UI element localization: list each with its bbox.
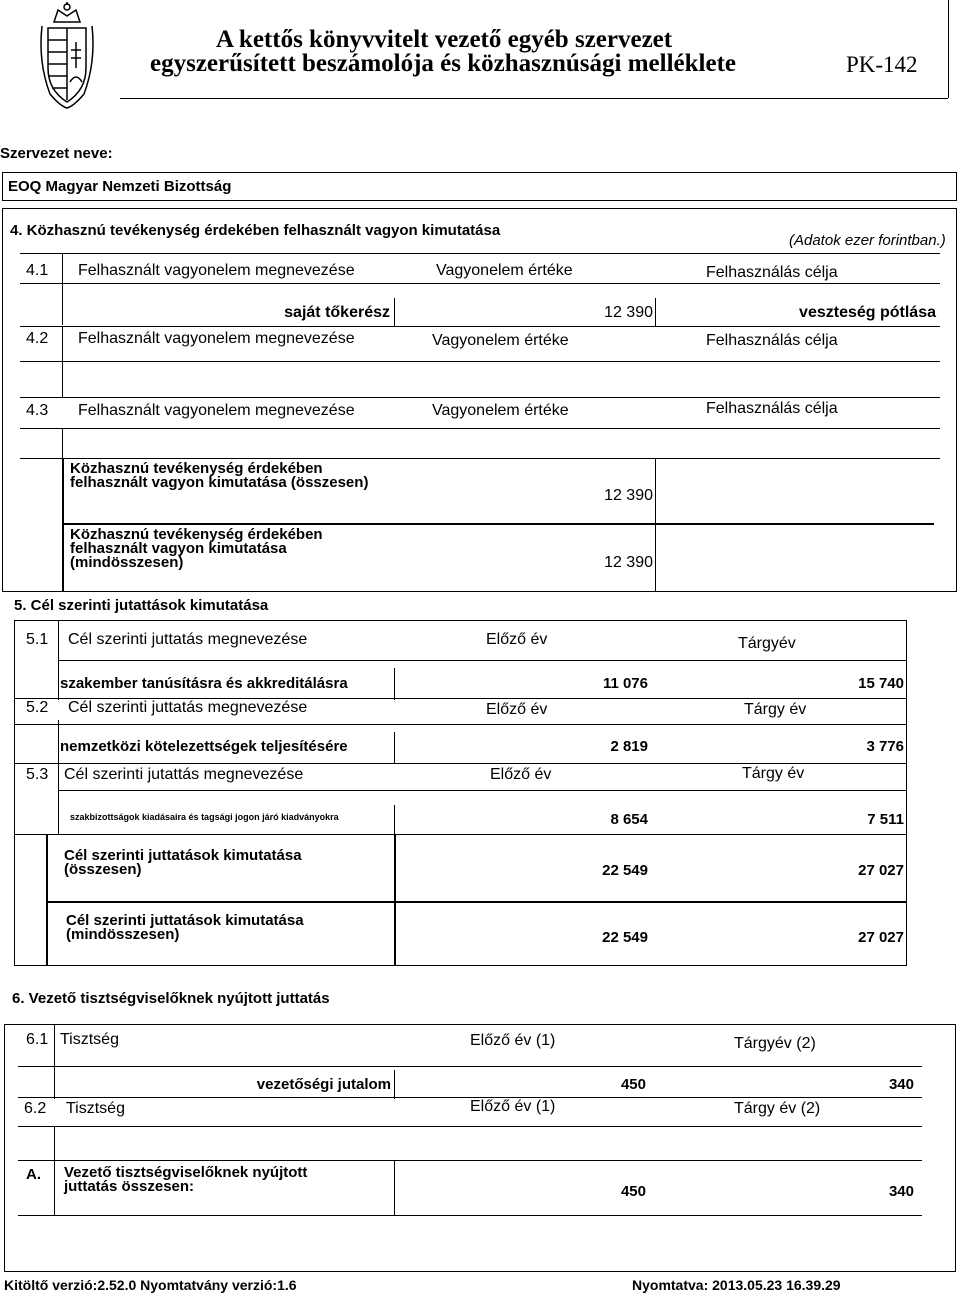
row-5-2-col-curr: Tárgy év xyxy=(744,701,807,718)
section6-total-curr: 340 xyxy=(888,1183,914,1200)
row-4-2-col-value: Vagyonelem értéke xyxy=(432,332,569,349)
row-4-1-col-purpose: Felhasználás célja xyxy=(706,264,838,281)
footer-versions: Kitöltő verzió:2.52.0 Nyomtatvány verzió:1.6 xyxy=(4,1277,297,1293)
row-5-3-col-name: Cél szerinti jutattás megnevezése xyxy=(64,766,304,783)
benefit-5-3-prev: 8 654 xyxy=(610,811,648,828)
row-4-3-col-purpose: Felhasználás célja xyxy=(706,400,838,417)
row-5-1-mid-rule xyxy=(58,660,907,661)
section6-title: 6. Vezető tisztségviselőknek nyújtott juttatás xyxy=(12,990,330,1007)
benefit-5-2-name: nemzetközi kötelezettségek teljesítésére xyxy=(60,738,348,755)
section4-total-left-rule xyxy=(62,458,64,524)
section5-grand-total-prev: 22 549 xyxy=(602,929,648,946)
row-5-1-col-name: Cél szerinti juttatás megnevezése xyxy=(68,631,308,648)
benefit-5-1-curr: 15 740 xyxy=(858,675,904,692)
row-5-3-col-prev: Előző év xyxy=(490,766,552,783)
row-5-1-col-prev: Előző év xyxy=(486,631,548,648)
unit-note: (Adatok ezer forintban.) xyxy=(789,232,946,249)
row-6-2-col-curr: Tárgy év (2) xyxy=(734,1100,821,1117)
section4-grand-value-rule xyxy=(655,524,656,592)
row-4-3-left-rule xyxy=(62,428,63,458)
row-5-1-col-curr: Tárgyév xyxy=(738,635,796,652)
row-5-2-bottom-rule xyxy=(14,763,907,764)
row-4-3-number: 4.3 xyxy=(26,402,49,419)
section5-total-left-rule xyxy=(46,834,48,902)
row-5-2-number: 5.2 xyxy=(26,699,49,716)
org-label: Szervezet neve: xyxy=(0,145,113,162)
row-4-2-col-name: Felhasznált vagyonelem megnevezése xyxy=(78,330,355,347)
row-6-2-left-rule xyxy=(54,1126,55,1160)
row-5-1-value-rule xyxy=(394,668,395,700)
section5-total-curr: 27 027 xyxy=(858,862,904,879)
form-title-line2: egyszerűsített beszámolója és közhasznúsági melléklete xyxy=(150,50,736,77)
benefit-5-3-curr: 7 511 xyxy=(867,811,904,828)
row-4-1-top-rule xyxy=(20,253,940,254)
asset-name-cell: saját tőkerész xyxy=(284,304,390,321)
row-6-2-number: 6.2 xyxy=(24,1100,47,1117)
row-5-2-col-prev: Előző év xyxy=(486,701,548,718)
form-code: PK-142 xyxy=(846,52,918,77)
section4-total-value-rule xyxy=(655,458,656,524)
row-5-3-value-rule xyxy=(394,805,395,835)
row-6-1-number: 6.1 xyxy=(26,1031,49,1048)
section6-total-value-rule xyxy=(394,1160,395,1216)
row-4-2-col-purpose: Felhasználás célja xyxy=(706,332,838,349)
row-4-3-col-name: Felhasznált vagyonelem megnevezése xyxy=(78,402,355,419)
officer-6-1-position: vezetőségi jutalom xyxy=(256,1076,391,1093)
row-4-3-mid-rule xyxy=(20,428,940,429)
row-4-3-col-value: Vagyonelem értéke xyxy=(432,402,569,419)
footer-printed: Nyomtatva: 2013.05.23 16.39.29 xyxy=(632,1277,841,1293)
section4-grand-total-label: Közhasznú tevékenység érdekében felhasznált vagyon kimutatása (mindösszesen) xyxy=(70,526,323,571)
row-4-2-mid-rule xyxy=(20,361,940,362)
row-6-2-bottom-rule xyxy=(18,1160,922,1161)
section4-total-value: 12 390 xyxy=(604,487,653,504)
section6-total-left-rule xyxy=(54,1160,55,1216)
row-5-3-number: 5.3 xyxy=(26,766,49,783)
row-6-2-mid-rule xyxy=(18,1126,922,1127)
section5-grand-value-rule xyxy=(394,902,396,966)
row-5-2-value-rule xyxy=(394,732,395,764)
row-6-1-col-curr: Tárgyév (2) xyxy=(734,1035,816,1052)
section5-total-label: Cél szerinti juttatások kimutatása (összesen) xyxy=(64,847,302,878)
asset-value-cell: 12 390 xyxy=(604,304,653,321)
row-4-1-left-rule xyxy=(62,253,63,325)
row-5-3-bottom-rule xyxy=(14,834,907,835)
benefit-5-2-prev: 2 819 xyxy=(610,738,648,755)
benefit-5-1-name: szakember tanúsításra és akkreditálásra xyxy=(60,675,348,692)
section6-total-number: A. xyxy=(26,1166,41,1183)
row-5-3-mid-rule xyxy=(58,790,907,791)
section4-grand-left-rule xyxy=(62,524,64,592)
row-5-2-col-name: Cél szerinti juttatás megnevezése xyxy=(68,699,308,716)
section6-total-prev: 450 xyxy=(620,1183,646,1200)
officer-6-1-curr: 340 xyxy=(888,1076,914,1093)
row-6-2-col-prev: Előző év (1) xyxy=(470,1098,556,1115)
section5-total-bottom-rule xyxy=(46,901,907,903)
section6-frame xyxy=(4,1024,956,1272)
row-4-1-number: 4.1 xyxy=(26,262,49,279)
section4-grand-total-value: 12 390 xyxy=(604,554,653,571)
header-bottom-rule xyxy=(120,98,948,99)
section5-total-value-rule xyxy=(394,834,396,902)
row-5-3-left-rule xyxy=(58,763,59,835)
row-6-2-col-name: Tisztség xyxy=(66,1100,125,1117)
section4-title: 4. Közhasznú tevékenység érdekében felhasznált vagyon kimutatása xyxy=(10,222,501,239)
benefit-5-1-prev: 11 076 xyxy=(602,675,648,692)
row-6-1-col-name: Tisztség xyxy=(60,1031,119,1048)
section5-grand-left-rule xyxy=(46,902,48,966)
row-5-2-mid-rule xyxy=(14,724,907,725)
asset-value-right-rule xyxy=(655,298,656,326)
row-6-1-col-prev: Előző év (1) xyxy=(470,1032,556,1049)
section6-total-bottom-rule xyxy=(18,1215,922,1216)
row-6-1-value-rule xyxy=(394,1070,395,1099)
row-5-1-number: 5.1 xyxy=(26,631,49,648)
row-4-2-top-rule xyxy=(20,326,940,327)
section4-total-bottom-rule xyxy=(62,523,934,525)
asset-purpose-cell: veszteség pótlása xyxy=(799,304,936,321)
row-4-3-bottom-rule xyxy=(20,458,940,459)
row-6-1-mid-rule xyxy=(18,1066,922,1067)
section5-grand-total-label: Cél szerinti juttatások kimutatása (mindösszesen) xyxy=(66,912,304,943)
row-5-2-left-rule xyxy=(58,720,59,764)
benefit-5-2-curr: 3 776 xyxy=(866,738,904,755)
form-title-line1: A kettős könyvvitelt vezető egyéb szervezet xyxy=(216,26,673,53)
row-4-2-number: 4.2 xyxy=(26,330,49,347)
header-divider xyxy=(948,0,949,98)
officer-6-1-prev: 450 xyxy=(620,1076,646,1093)
row-4-2-left-rule xyxy=(62,326,63,398)
row-5-3-col-curr: Tárgy év xyxy=(742,765,805,782)
section5-grand-total-curr: 27 027 xyxy=(858,929,904,946)
hungarian-coat-of-arms-icon xyxy=(36,2,98,112)
section4-total-label: Közhasznú tevékenység érdekében felhasznált vagyon kimutatása (összesen) xyxy=(70,460,369,491)
row-4-1-col-value: Vagyonelem értéke xyxy=(436,262,573,279)
row-4-1-col-name: Felhasznált vagyonelem megnevezése xyxy=(78,262,355,279)
section5-title: 5. Cél szerinti jutattások kimutatása xyxy=(14,597,269,614)
asset-value-left-rule xyxy=(394,298,395,326)
section5-total-prev: 22 549 xyxy=(602,862,648,879)
benefit-5-3-name: szakbizottságok kiadásaira és tagsági jogon járó kiadványokra xyxy=(70,812,339,822)
section6-total-label: Vezető tisztségviselőknek nyújtott juttatás összesen: xyxy=(64,1164,308,1195)
org-name: EOQ Magyar Nemzeti Bizottság xyxy=(8,178,232,195)
row-6-1-left-rule xyxy=(54,1024,55,1099)
row-4-1-mid-rule xyxy=(20,283,940,284)
row-4-2-bottom-rule xyxy=(20,397,940,398)
